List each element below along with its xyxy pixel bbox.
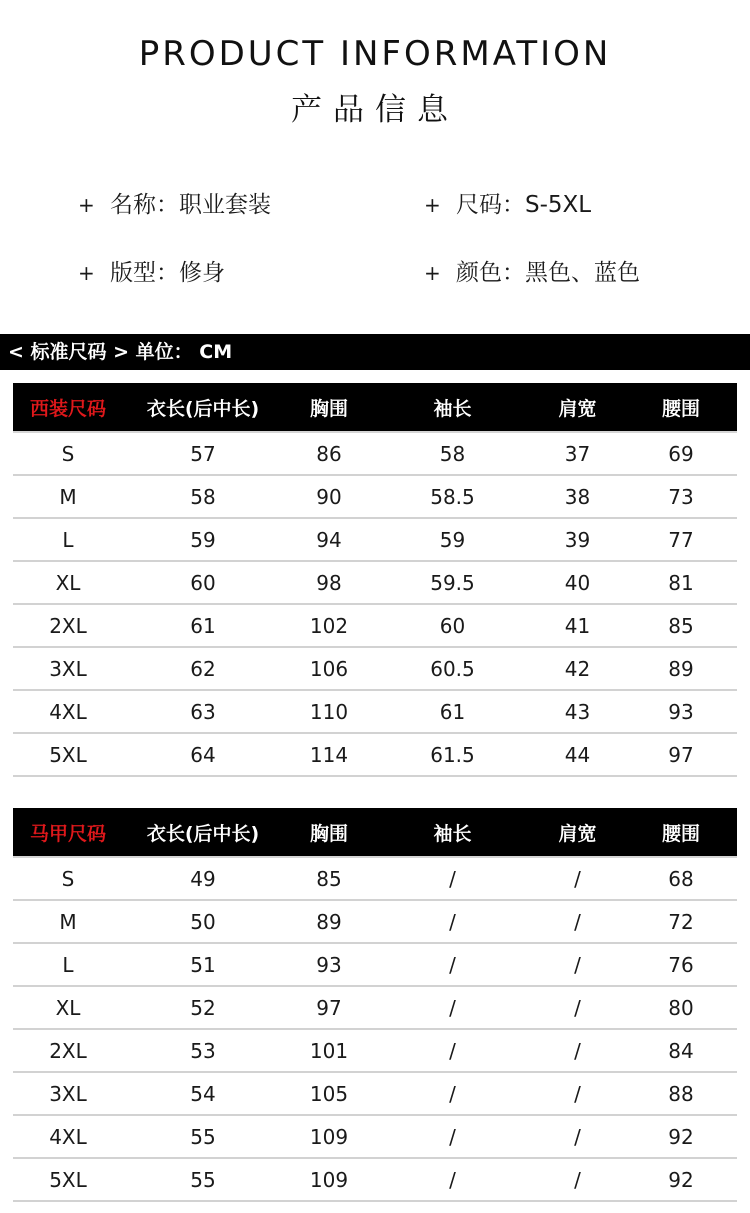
shoulder-cell: 37 <box>530 432 625 475</box>
length-header: 衣长(后中长) <box>123 808 283 857</box>
shoulder-cell: 43 <box>530 690 625 733</box>
info-item-size <box>424 186 591 219</box>
info-text: 尺码：S-5XL <box>456 192 592 218</box>
waist-cell: 92 <box>625 1115 737 1158</box>
length-cell: 55 <box>123 1115 283 1158</box>
size-cell: 3XL <box>13 1072 123 1115</box>
length-cell: 57 <box>123 432 283 475</box>
vest-size-table <box>13 808 737 1202</box>
shoulder-cell: / <box>530 857 625 900</box>
sleeve-cell: / <box>375 1072 530 1115</box>
sleeve-cell: / <box>375 1029 530 1072</box>
sleeve-cell: 61.5 <box>375 733 530 776</box>
vest-table-body <box>13 857 737 1201</box>
chest-cell: 114 <box>283 733 375 776</box>
waist-cell: 80 <box>625 986 737 1029</box>
chest-cell: 102 <box>283 604 375 647</box>
chest-cell: 94 <box>283 518 375 561</box>
chest-header: 胸围 <box>283 808 375 857</box>
length-cell: 55 <box>123 1158 283 1201</box>
plus-icon: + <box>78 193 95 217</box>
info-text: 名称：职业套装 <box>110 192 271 218</box>
length-cell: 54 <box>123 1072 283 1115</box>
size-cell: 2XL <box>13 604 123 647</box>
length-cell: 50 <box>123 900 283 943</box>
table-row <box>13 1072 737 1115</box>
table-row <box>13 561 737 604</box>
sleeve-cell: 60 <box>375 604 530 647</box>
sleeve-cell: 58 <box>375 432 530 475</box>
sleeve-cell: / <box>375 943 530 986</box>
waist-cell: 77 <box>625 518 737 561</box>
waist-header: 腰围 <box>625 808 737 857</box>
size-cell: XL <box>13 561 123 604</box>
waist-cell: 76 <box>625 943 737 986</box>
waist-cell: 97 <box>625 733 737 776</box>
size-cell: 5XL <box>13 1158 123 1201</box>
suit-size-table <box>13 383 737 777</box>
sleeve-cell: 58.5 <box>375 475 530 518</box>
shoulder-cell: / <box>530 900 625 943</box>
size-cell: 2XL <box>13 1029 123 1072</box>
size-cell: 4XL <box>13 690 123 733</box>
shoulder-cell: 40 <box>530 561 625 604</box>
sleeve-cell: / <box>375 900 530 943</box>
table-row <box>13 604 737 647</box>
length-cell: 64 <box>123 733 283 776</box>
chest-cell: 98 <box>283 561 375 604</box>
chest-cell: 85 <box>283 857 375 900</box>
sleeve-cell: / <box>375 1115 530 1158</box>
sleeve-cell: 59.5 <box>375 561 530 604</box>
plus-icon: + <box>424 261 441 285</box>
size-cell: 5XL <box>13 733 123 776</box>
size-cell: M <box>13 900 123 943</box>
table-row <box>13 857 737 900</box>
waist-cell: 73 <box>625 475 737 518</box>
chest-cell: 105 <box>283 1072 375 1115</box>
length-cell: 53 <box>123 1029 283 1072</box>
vest-size-header: 马甲尺码 <box>13 808 123 857</box>
plus-icon: + <box>78 261 95 285</box>
waist-cell: 68 <box>625 857 737 900</box>
waist-cell: 84 <box>625 1029 737 1072</box>
length-cell: 60 <box>123 561 283 604</box>
shoulder-cell: / <box>530 1072 625 1115</box>
table-row <box>13 432 737 475</box>
size-cell: XL <box>13 986 123 1029</box>
size-cell: L <box>13 943 123 986</box>
info-item-fit <box>78 254 225 287</box>
waist-cell: 93 <box>625 690 737 733</box>
size-cell: L <box>13 518 123 561</box>
length-cell: 61 <box>123 604 283 647</box>
length-cell: 52 <box>123 986 283 1029</box>
chest-cell: 86 <box>283 432 375 475</box>
table-row <box>13 647 737 690</box>
waist-cell: 69 <box>625 432 737 475</box>
shoulder-header: 肩宽 <box>530 808 625 857</box>
chest-cell: 101 <box>283 1029 375 1072</box>
chest-cell: 93 <box>283 943 375 986</box>
length-cell: 63 <box>123 690 283 733</box>
shoulder-cell: 38 <box>530 475 625 518</box>
table-header-row <box>13 383 737 432</box>
chest-cell: 110 <box>283 690 375 733</box>
plus-icon: + <box>424 193 441 217</box>
chest-cell: 109 <box>283 1115 375 1158</box>
shoulder-cell: 39 <box>530 518 625 561</box>
shoulder-cell: / <box>530 943 625 986</box>
table-row <box>13 900 737 943</box>
sleeve-cell: 61 <box>375 690 530 733</box>
chest-cell: 97 <box>283 986 375 1029</box>
sleeve-header: 袖长 <box>375 383 530 432</box>
length-cell: 51 <box>123 943 283 986</box>
length-header: 衣长(后中长) <box>123 383 283 432</box>
waist-cell: 89 <box>625 647 737 690</box>
length-cell: 49 <box>123 857 283 900</box>
chest-cell: 106 <box>283 647 375 690</box>
sleeve-cell: 60.5 <box>375 647 530 690</box>
suit-table-body <box>13 432 737 776</box>
length-cell: 59 <box>123 518 283 561</box>
waist-cell: 72 <box>625 900 737 943</box>
chest-header: 胸围 <box>283 383 375 432</box>
shoulder-cell: 42 <box>530 647 625 690</box>
info-text: 颜色：黑色、蓝色 <box>456 260 640 286</box>
table-row <box>13 986 737 1029</box>
info-item-color <box>424 254 640 287</box>
size-cell: S <box>13 432 123 475</box>
waist-cell: 81 <box>625 561 737 604</box>
table-row <box>13 733 737 776</box>
waist-cell: 88 <box>625 1072 737 1115</box>
length-cell: 62 <box>123 647 283 690</box>
shoulder-cell: / <box>530 1158 625 1201</box>
sleeve-cell: / <box>375 1158 530 1201</box>
shoulder-cell: 44 <box>530 733 625 776</box>
table-row <box>13 1158 737 1201</box>
sleeve-header: 袖长 <box>375 808 530 857</box>
shoulder-cell: / <box>530 986 625 1029</box>
info-item-name <box>78 186 271 219</box>
chest-cell: 90 <box>283 475 375 518</box>
info-text: 版型：修身 <box>110 260 225 286</box>
size-cell: 3XL <box>13 647 123 690</box>
shoulder-header: 肩宽 <box>530 383 625 432</box>
waist-cell: 85 <box>625 604 737 647</box>
shoulder-cell: / <box>530 1115 625 1158</box>
waist-header: 腰围 <box>625 383 737 432</box>
suit-size-header: 西装尺码 <box>13 383 123 432</box>
length-cell: 58 <box>123 475 283 518</box>
size-cell: 4XL <box>13 1115 123 1158</box>
table-row <box>13 1115 737 1158</box>
table-row <box>13 1029 737 1072</box>
sleeve-cell: / <box>375 986 530 1029</box>
size-cell: M <box>13 475 123 518</box>
table-row <box>13 690 737 733</box>
table-row <box>13 943 737 986</box>
chest-cell: 109 <box>283 1158 375 1201</box>
sleeve-cell: 59 <box>375 518 530 561</box>
shoulder-cell: / <box>530 1029 625 1072</box>
waist-cell: 92 <box>625 1158 737 1201</box>
shoulder-cell: 41 <box>530 604 625 647</box>
size-cell: S <box>13 857 123 900</box>
chest-cell: 89 <box>283 900 375 943</box>
sleeve-cell: / <box>375 857 530 900</box>
table-header-row <box>13 808 737 857</box>
page-title-en: PRODUCT INFORMATION <box>138 34 612 74</box>
table-row <box>13 475 737 518</box>
table-row <box>13 518 737 561</box>
unit-bar: < 标准尺码 > 单位： CM <box>0 334 750 370</box>
page-title-cn: 产品信息 <box>291 92 459 128</box>
